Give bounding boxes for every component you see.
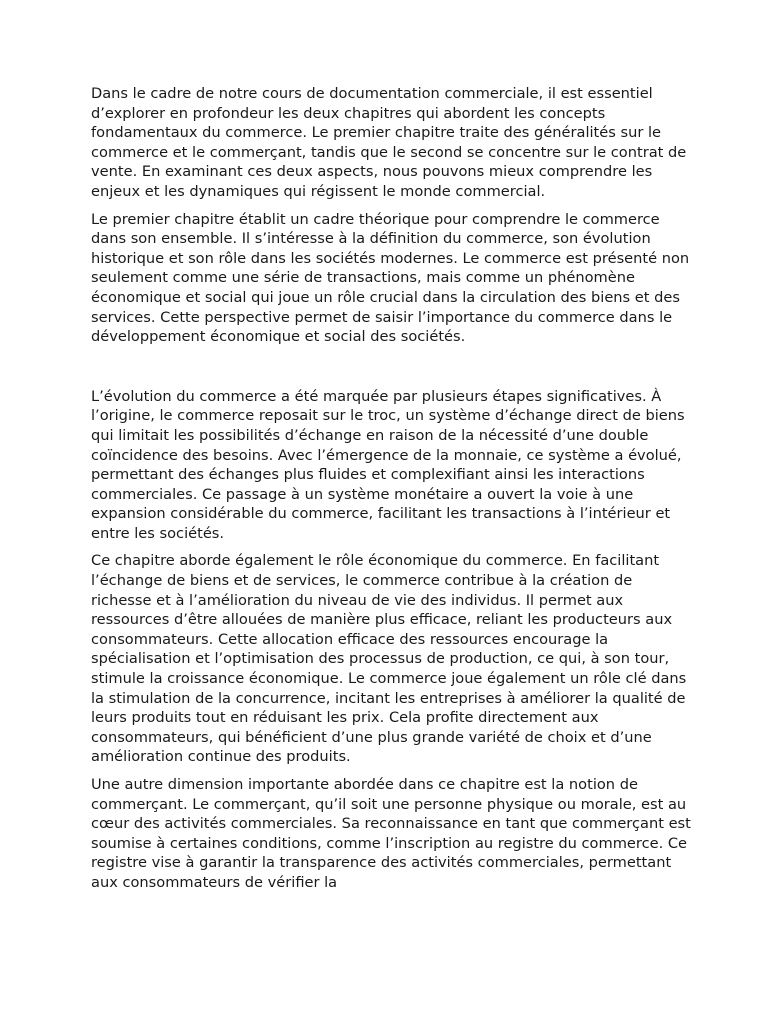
document-body (91, 84, 691, 901)
paragraph-economic-role: Ce chapitre aborde également le rôle économique du commerce. En facilitant l’échange de biens et de services, le commerce contribue à la création de richesse et à l’amélioration du niveau de vie des individus. Il permet aux ressources d’être allouées de manière plus efficace, reliant les producteurs aux consommateurs. Cette allocation efficace des ressources encourage la spécialisation et l’optimisation des processus de production, ce qui, à son tour, stimule la croissance économique. Le commerce joue également un rôle clé dans la stimulation de la concurrence, incitant les entreprises à améliorer la qualité de leurs produits tout en réduisant les prix. Cela profite directement aux consommateurs, qui bénéficient d’une plus grande variété de choix et d’une amélioration continue des produits. (91, 552, 687, 766)
paragraph-evolution: L’évolution du commerce a été marquée par plusieurs étapes significatives. À l’origine, le commerce reposait sur le troc, un système d’échange direct de biens qui limitait les possibilités d’échange en raison de la nécessité d’une double coïncidence des besoins. Avec l’émergence de la monnaie, ce système a évolué, permettant des échanges plus fluides et complexifiant ainsi les interactions commerciales. Ce passage à un système monétaire a ouvert la voie à une expansion considérable du commerce, facilitant les transactions à l’intérieur et entre les sociétés. (91, 387, 685, 542)
paragraph-first-chapter: Le premier chapitre établit un cadre théorique pour comprendre le commerce dans son ensemble. Il s’intéresse à la définition du commerce, son évolution historique et son rôle dans les sociétés modernes. Le commerce est présenté non seulement comme une série de transactions, mais comme un phénomène économique et social qui joue un rôle crucial dans la circulation des biens et des services. Cette perspective permet de saisir l’importance du commerce dans le développement économique et social des sociétés. (91, 210, 690, 346)
paragraph-merchant: Une autre dimension importante abordée dans ce chapitre est la notion de commerçant. Le commerçant, qu’il soit une personne physique ou morale, est au cœur des activités commerciales. Sa reconnaissance en tant que commerçant est soumise à certaines conditions, comme l’inscription au registre du commerce. Ce registre vise à garantir la transparence des activités commerciales, permettant aux consommateurs de vérifier la (91, 776, 691, 891)
paragraph-intro: Dans le cadre de notre cours de documentation commerciale, il est essentiel d’explorer en profondeur les deux chapitres qui abordent les concepts fondamentaux du commerce. Le premier chapitre traite des généralités sur le commerce et le commerçant, tandis que le second se concentre sur le contrat de vente. En examinant ces deux aspects, nous pouvons mieux comprendre les enjeux et les dynamiques qui régissent le monde commercial. (91, 85, 687, 200)
